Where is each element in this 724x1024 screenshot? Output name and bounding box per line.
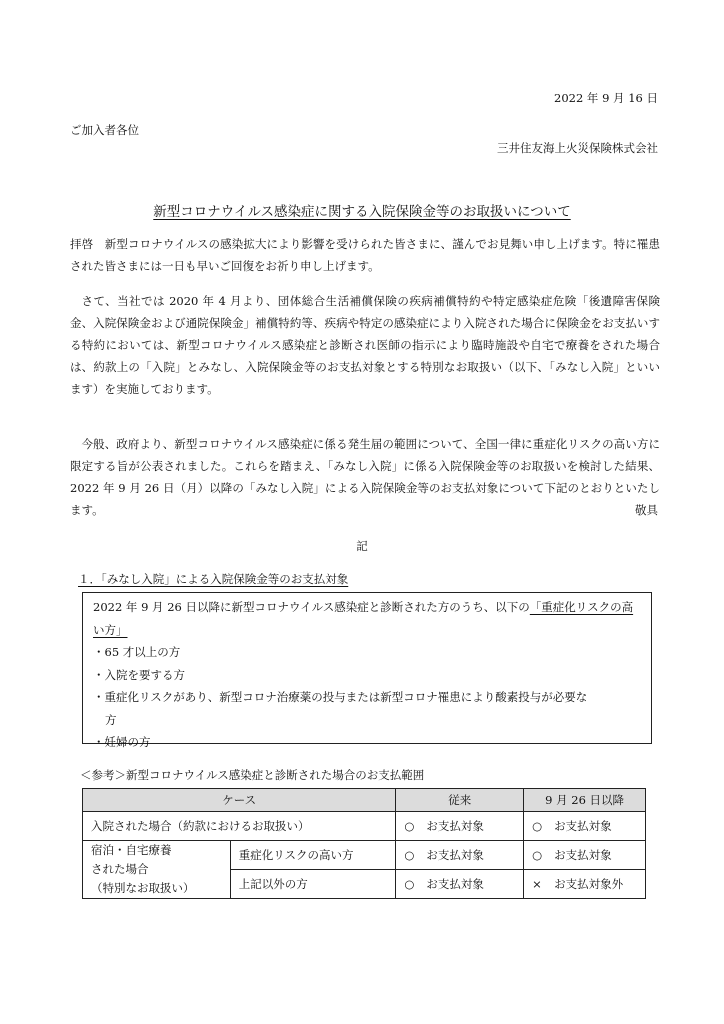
eligibility-item: ・重症化リスクがあり、新型コロナ治療薬の投与または新型コロナ罹患により酸素投与が必要な	[93, 690, 588, 704]
eligibility-item: ・入院を要する方	[93, 667, 185, 682]
section-heading: １．「みなし入院」による入院保険金等のお支払対象	[78, 572, 349, 586]
after-cell	[524, 870, 646, 899]
payment-scope-table	[82, 788, 646, 899]
recipient: ご加入者各位	[70, 123, 139, 137]
eligibility-intro	[93, 596, 641, 641]
sub-case-high-risk: 重症化リスクの高い方	[230, 841, 396, 870]
sender-company: 三井住友海上火災保険株式会社	[497, 141, 658, 155]
ki-heading: 記	[356, 539, 368, 553]
table-header-row	[83, 789, 646, 812]
before-cell	[396, 870, 524, 899]
background-paragraph-text: さて、当社では 2020 年 4 月より、団体総合生活補償保険の疾病補償特約や特定感染症危険「後遺障害保険金、入院保険金および通院保険金」補償特約等、疾病や特定の感染症により入院された場合に保険金をお支払いする特約においては、新型コロナウイルス感染症と診断され医師の指示により臨時施設や自宅で療養をされた場合は、約款上の「入院」とみなし、入院保険金等のお支払対象とする特別なお取扱い（以下、「みなし入院」といいます）を実施しております。	[70, 294, 660, 396]
case-hospitalized: 入院された場合（約款におけるお取扱い）	[83, 812, 396, 841]
closing: 敬具	[635, 503, 658, 517]
document-date: 2022 年 9 月 16 日	[554, 91, 658, 105]
before-text: お支払対象	[426, 848, 484, 862]
header-after: 9 月 26 日以降	[524, 789, 646, 812]
change-paragraph-text: 今般、政府より、新型コロナウイルス感染症に係る発生届の範囲について、全国一律に重症化リスクの高い方に限定する旨が公表されました。これらを踏まえ、「みなし入院」に係る入院保険金等のお取扱いを検討した結果、2022 年 9 月 26 日（月）以降の「みなし入院」による入院保険金等のお支払対象について下記のとおりといたします。	[70, 437, 660, 517]
case-home-care	[83, 841, 231, 899]
header-before: 従来	[396, 789, 524, 812]
eligibility-box	[82, 592, 652, 749]
circle-mark: ○	[532, 819, 543, 833]
high-risk-label: 「重症化リスクの高い方」	[93, 600, 634, 637]
circle-mark: ○	[404, 819, 415, 833]
table-row	[83, 841, 646, 870]
circle-mark: ○	[532, 848, 543, 862]
header-case: ケース	[83, 789, 396, 812]
eligibility-intro-text: 2022 年 9 月 26 日以降に新型コロナウイルス感染症と診断された方のうち、以下の	[93, 600, 530, 614]
background-paragraph	[70, 290, 660, 400]
reference-caption: ＜参考＞新型コロナウイルス感染症と診断された場合のお支払範囲	[80, 768, 425, 782]
before-text: お支払対象	[426, 819, 484, 833]
sub-case-other: 上記以外の方	[230, 870, 396, 899]
group-label-line: された場合	[91, 862, 149, 876]
eligibility-item: ・妊婦の方	[93, 735, 151, 749]
group-label-line: （特別なお取扱い）	[91, 881, 195, 895]
greeting-paragraph: 拝啓 新型コロナウイルスの感染拡大により影響を受けられた皆さまに、謹んでお見舞い申し上げます。特に罹患された皆さまには一日も早いご回復をお祈り申し上げます。	[70, 237, 660, 273]
circle-mark: ○	[404, 877, 415, 891]
eligibility-item-continued: 方	[105, 712, 117, 727]
eligibility-item: ・65 才以上の方	[93, 645, 181, 659]
document-title-text: 新型コロナウイルス感染症に関する入院保険金等のお取扱いについて	[153, 204, 571, 220]
before-text: お支払対象	[426, 877, 484, 891]
change-paragraph	[70, 433, 660, 521]
after-text: お支払対象	[554, 819, 612, 833]
after-text: お支払対象外	[554, 877, 624, 891]
after-cell	[524, 812, 646, 841]
before-cell	[396, 812, 524, 841]
circle-mark: ○	[404, 848, 415, 862]
document-title	[0, 200, 724, 220]
table-row	[83, 812, 646, 841]
after-text: お支払対象	[554, 848, 612, 862]
group-label-line: 宿泊・自宅療養	[91, 843, 172, 857]
cross-mark: ×	[532, 877, 542, 891]
before-cell	[396, 841, 524, 870]
after-cell	[524, 841, 646, 870]
